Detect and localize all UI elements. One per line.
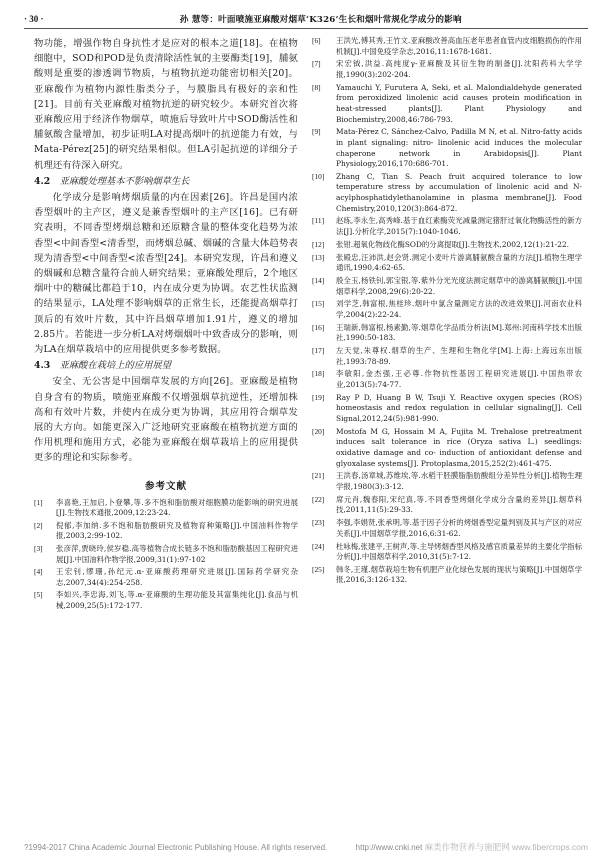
reference-number: [16] [312, 322, 325, 332]
reference-text: 李敏阳,金杰强,王必尊.作物抗性基因工程研究进展[J].中国热带农业,2013(5):74-77. [336, 369, 582, 390]
reference-number: [11] [312, 216, 325, 226]
left-column [34, 36, 298, 614]
reference-text: Zhang C, Tian S. Peach fruit acquired tolerance to low temperature stress by accumulation of linolenic acid and N-acylphosphatidylethanolamine in plasma membrane[J]. Food Chemistry,2010,120(3):864-872. [336, 171, 582, 213]
reference-number: [17] [312, 346, 325, 356]
reference-text: 刘学芝,韩富根,焦桂珍.烟叶中氯含量测定方法的改进效果[J].河南农业科学,2004(2):22-24. [336, 299, 582, 319]
reference-item [312, 323, 582, 344]
reference-text: 张钳.超氧化物歧化酶SOD的分离提取[J].生物技术,2002,12(1):21-22. [336, 239, 570, 249]
reference-item [312, 427, 582, 469]
reference-item [312, 369, 582, 390]
reference-number: [3] [34, 544, 43, 554]
reference-number: [25] [312, 564, 325, 574]
reference-number: [9] [312, 127, 321, 137]
reference-text: 李喜艳,王加启,卜登攀,等.多不饱和脂肪酸对细胞膜功能影响的研究进展[J].生物技术通报,2009,12:23-24. [56, 497, 298, 518]
reference-number: [20] [312, 426, 325, 436]
reference-list-right [312, 36, 582, 586]
section-heading-4-2 [34, 174, 298, 189]
reference-number: [15] [312, 299, 325, 309]
reference-number: [18] [312, 369, 325, 379]
reference-item [312, 172, 582, 214]
paragraph: 物功能，增强作物自身抗性才是应对的根本之道[18]。在植物细胞中，SOD和POD是负责清除活性氧的主要酶类[19]，脯氨酸则是重要的渗透调节物质，与植物抗逆功能密切相关[20]。亚麻酸作为植物内源性脂类分子，与膜脂具有极好的亲和性[21]。目前有关亚麻酸对植物抗逆的研究较少。本研究首次将亚麻酸应用于经济作物烟草，喷施后导致叶片中SOD酶活性和脯氨酸含量增加，初步证明LA对提高烟叶的抗逆能力有效，与Mata-Pérez[25]的研究结果相似。但LA引起抗逆的详细分子机理还有待深入研究。 [34, 38, 298, 171]
paragraph: 化学成分是影响烤烟质量的内在因素[26]。许昌是国内浓香型烟叶的主产区，遵义是兼香型烟叶的主产区[16]。已有研究表明，不同香型烤烟总糖和还原糖含量的整体变化趋势为浓香型<中间香型<清香型，而烤烟总碱、烟碱的含量大体趋势表现为清香型<中间香型<浓香型[24]。本研究发现，许昌和遵义的烟碱和总糖含量符合前人研究结果；亚麻酸处理后，2个地区烟叶中的糖碱比都趋于10，内在成分更为协调。农艺性状监测的结果显示，LA处理不影响烟草的正常生长，还能提高烟草打顶后的有效叶片数，其中许昌烟草增加1.91片，遵义的增加2.85片。若能进一步分析LA对烤烟烟叶中致香成分的影响，则为LA在烟草栽培中的应用提供更多参考数据。 [34, 192, 298, 356]
running-title: 孙 慧等：叶面喷施亚麻酸对烟草‘K326’生长和烟叶常规化学成分的影响 [179, 15, 462, 25]
reference-text: 杜咏梅,张建平,王树声,等.主导烤烟香型风格及感官质量差异的主要化学指标分析[J].中国烟草科学,2010,31(5):7-12. [336, 541, 582, 562]
section-heading-4-3 [34, 358, 298, 373]
reference-text: 王洪光,傅其秀,王竹文.亚麻酸改善高血压老年患者血管内皮细胞损伤的作用机制[J].中国免疫学杂志,2016,11:1678-1681. [336, 36, 582, 56]
reference-item [34, 544, 298, 565]
reference-text: 殷全玉,杨铁钊,郭宝银,等.紫外分光光度法测定烟草中的游离脯氨酸[J].中国烟草科学,2008,29(6):20-22. [336, 275, 582, 296]
section-number: 4.3 [34, 360, 51, 372]
reference-text: 宋宏钺,洪益.高纯度γ-亚麻酸及其衍生物的制备[J].沈阳药科大学学报,1990(3):202-204. [336, 59, 582, 79]
reference-item [312, 565, 582, 586]
reference-list-left [34, 498, 298, 612]
reference-text: 左天觉,朱尊权.烟草的生产、生理和生物化学[M].上海:上海远东出版社,1993:78-89. [336, 346, 582, 366]
reference-text: Mata-Pérez C, Sánchez-Calvo, Padilla M N, et al. Nitro-fatty acids in plant signaling: nitro- linolenic acid induces the molecular chaperone network in Arabidopsis[J]. Plant Physiology,2016,170:686-701. [336, 127, 582, 169]
reference-text: 张殿忠,汪沛洪,赵会贤.测定小麦叶片游离脯氨酸含量的方法[J].植物生理学通讯,1990,4:62-65. [336, 252, 582, 273]
reference-text: 王洪春,汤章城,苏维埃,等.水稻干胚膜脂脂肪酸组分差异性分析[J].植物生理学报,1980(3):3-12. [336, 471, 582, 491]
section-number: 4.2 [34, 175, 51, 187]
site-url[interactable]: http://www.cnki.net [355, 843, 423, 852]
reference-item [34, 567, 298, 588]
watermark-text: 麻类作物营养与施肥网 www.fibercrops.com [424, 842, 588, 852]
reference-number: [24] [312, 541, 325, 551]
reference-number: [22] [312, 494, 325, 504]
page-footer [24, 839, 588, 855]
reference-text: 王瑞新,韩富根,杨素勤,等.烟草化学品质分析法[M].郑州:河南科学技术出版社,1990:50-183. [336, 322, 582, 343]
reference-text: 李如兴,李忠海,刘飞,等.α-亚麻酸的生理功能及其富集纯化[J].食品与机械,2009,25(5):172-177. [56, 590, 298, 611]
reference-item [312, 127, 582, 169]
reference-number: [21] [312, 471, 325, 481]
reference-text: Yamauchi Y, Furutera A, Seki, et al. Malondialdehyde generated from peroxidized linolenic acid causes protein modification in heat-stressed plants[J]. Plant Physiology and Biochemistry,2008,46:786-793. [336, 82, 582, 124]
reference-number: [12] [312, 239, 325, 249]
reference-number: [19] [312, 392, 325, 402]
reference-item [312, 36, 582, 57]
reference-text: 李强,李娟贤,张承明,等.基于因子分析的烤烟香型定量判别及其与产区的对应关系[J].中国烟草学报,2016,6:31-62. [336, 518, 582, 538]
reference-number: [4] [34, 567, 43, 577]
reference-item [34, 590, 298, 611]
reference-item [312, 518, 582, 539]
reference-item [312, 276, 582, 297]
reference-number: [8] [312, 82, 321, 92]
reference-number: [5] [34, 590, 43, 600]
reference-text: 倪郁,李加纳.多不饱和脂肪酸研究及植物育种策略[J].中国油料作物学报,2003,2:99-102. [56, 520, 298, 541]
reference-number: [23] [312, 518, 325, 528]
reference-text: 席元肖,魏春阳,宋纪真,等.不同香型烤烟化学成分含量的差异[J].烟草科技,2011,11(5):29-33. [336, 494, 582, 515]
reference-item [312, 59, 582, 80]
reference-text: 韩冬,王瑾.烟草栽培生物有机肥产业化绿色发展的现状与策略[J].中国烟草学报,2016,3:126-132. [336, 564, 582, 585]
reference-number: [6] [312, 36, 321, 45]
copyright-text: ?1994-2017 China Academic Journal Electronic Publishing House. All rights reserved. [24, 842, 328, 852]
reference-item [34, 498, 298, 519]
running-header [24, 10, 588, 29]
reference-text: 王宏钊,缪珊,孙纪元.α-亚麻酸药理研究进展[J].国际药学研究杂志,2007,34(4):254-258. [56, 567, 298, 587]
reference-number: [7] [312, 59, 321, 69]
reference-text: 张彦萍,贾晓玲,侯岁稳.高等植物合成长链多不饱和脂肪酸基因工程研究进展[J].中国油料作物学报,2009,31(1):97-102 [56, 544, 298, 564]
reference-text: Mostofa M G, Hossain M A, Fujita M. Trehalose pretreatment induces salt tolerance in rice (Oryza sativa L.) seedlings: oxidative damage and co- induction of antioxidant defense and glyoxalase systems[J]. Protoplasma,2015,252(2):461-475. [336, 426, 582, 468]
reference-item [312, 299, 582, 320]
reference-item [312, 393, 582, 425]
reference-number: [1] [34, 497, 43, 507]
page-number: · 30 · [24, 14, 44, 24]
reference-item [312, 216, 582, 237]
reference-number: [14] [312, 275, 325, 285]
section-title: 亚麻酸处理基本不影响烟草生长 [59, 175, 190, 187]
references-title: 参考文献 [144, 480, 187, 492]
paragraph: 安全、无公害是中国烟草发展的方向[26]。亚麻酸是植物自身含有的物质，喷施亚麻酸不仅增强烟草抗逆性，还增加株高和有效叶片数，并使内在成分更为协调，其应用符合烟草发展的大方向。如能更深入广泛地研究亚麻酸在植物抗逆方面的作用机理和施用方式，必能为亚麻酸在烟草栽培上的应用提供更多的理论和实际参考。 [34, 376, 298, 464]
reference-number: [13] [312, 252, 325, 262]
reference-number: [2] [34, 520, 43, 530]
reference-item [34, 521, 298, 542]
reference-item [312, 346, 582, 367]
reference-number: [10] [312, 171, 325, 181]
reference-text: Ray P D, Huang B W, Tsuji Y. Reactive oxygen species (ROS) homeostasis and redox regulation in cellular signaling[J]. Cell Signal,2012,24(5):981-990. [336, 392, 582, 424]
reference-text: 赵练,李永生,高秀峰.基于血红素酶荧光减量测定猪肝过氧化物酶活性的新方法[J].分析化学,2015(7):1040-1046. [336, 216, 582, 237]
reference-item [312, 542, 582, 563]
reference-item [312, 83, 582, 125]
right-column [312, 36, 582, 588]
reference-item [312, 253, 582, 274]
reference-item [312, 471, 582, 492]
section-title: 亚麻酸在栽培上的应用展望 [59, 360, 171, 372]
reference-item [312, 495, 582, 516]
reference-item [312, 240, 582, 251]
